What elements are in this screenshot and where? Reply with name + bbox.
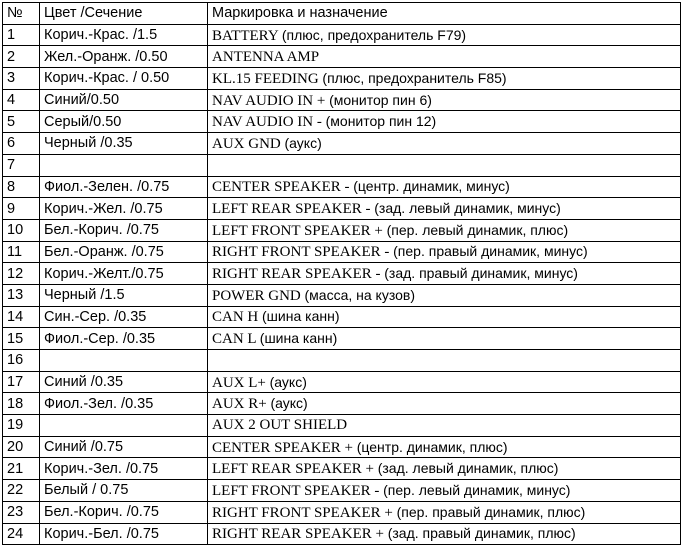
pin-number: 21 <box>3 458 40 480</box>
pin-number: 17 <box>3 371 40 393</box>
table-row <box>3 393 681 415</box>
pin-marking <box>208 24 681 46</box>
signal-code: RIGHT REAR SPEAKER - <box>212 266 381 283</box>
pin-marking <box>208 350 681 372</box>
pin-number: 3 <box>3 68 40 90</box>
signal-description: (пер. правый динамик, минус) <box>393 243 588 260</box>
pin-marking <box>208 523 681 545</box>
pin-number: 2 <box>3 46 40 68</box>
wire-color-size <box>40 415 208 437</box>
table-row <box>3 68 681 90</box>
pin-number: 14 <box>3 306 40 328</box>
pin-number: 23 <box>3 501 40 523</box>
signal-description: (центр. динамик, минус) <box>353 178 510 195</box>
table-row <box>3 458 681 480</box>
signal-description: (монитор пин 12) <box>325 113 437 130</box>
pin-number: 1 <box>3 24 40 46</box>
pin-marking <box>208 284 681 306</box>
signal-code: CAN L <box>212 331 257 348</box>
signal-description: (плюс, предохранитель F79) <box>281 26 467 43</box>
table-row <box>3 154 681 176</box>
wire-color-size: Син.-Сер. /0.35 <box>40 306 208 328</box>
table-row <box>3 133 681 155</box>
signal-code: CAN H <box>212 309 259 326</box>
header-marking: Маркировка и назначение <box>208 3 681 25</box>
pin-number: 10 <box>3 219 40 241</box>
signal-code: CENTER SPEAKER - <box>212 179 350 196</box>
pin-marking <box>208 371 681 393</box>
signal-description: (шина канн) <box>262 308 340 325</box>
pinout-table <box>2 2 681 545</box>
wire-color-size: Бел.-Оранж. /0.75 <box>40 241 208 263</box>
pin-marking <box>208 133 681 155</box>
wire-color-size: Корич.-Жел. /0.75 <box>40 198 208 220</box>
pin-marking <box>208 68 681 90</box>
signal-description: (аукс) <box>269 373 307 390</box>
table-row <box>3 415 681 437</box>
table-row <box>3 46 681 68</box>
wire-color-size: Корич.-Желт./0.75 <box>40 263 208 285</box>
pin-number: 19 <box>3 415 40 437</box>
table-row <box>3 328 681 350</box>
pin-marking <box>208 263 681 285</box>
wire-color-size: Белый / 0.75 <box>40 480 208 502</box>
pin-marking <box>208 219 681 241</box>
signal-description: (зад. левый динамик, плюс) <box>377 460 559 477</box>
wire-color-size: Жел.-Оранж. /0.50 <box>40 46 208 68</box>
wire-color-size: Корич.-Крас. / 0.50 <box>40 68 208 90</box>
signal-code: LEFT FRONT SPEAKER + <box>212 222 383 239</box>
pin-number: 16 <box>3 350 40 372</box>
signal-code: RIGHT FRONT SPEAKER + <box>212 504 393 521</box>
signal-description: (плюс, предохранитель F85) <box>322 69 507 86</box>
pin-marking <box>208 111 681 133</box>
signal-description: (зад. правый динамик, минус) <box>384 265 578 282</box>
pin-marking <box>208 480 681 502</box>
pin-marking <box>208 501 681 523</box>
pin-number: 24 <box>3 523 40 545</box>
pin-marking <box>208 154 681 176</box>
table-row <box>3 371 681 393</box>
pin-marking <box>208 415 681 437</box>
wire-color-size: Фиол.-Зел. /0.35 <box>40 393 208 415</box>
pin-marking <box>208 393 681 415</box>
signal-code: ANTENNA AMP <box>212 48 320 65</box>
table-row <box>3 436 681 458</box>
wire-color-size: Синий /0.75 <box>40 436 208 458</box>
table-row <box>3 241 681 263</box>
table-row <box>3 24 681 46</box>
signal-code: RIGHT FRONT SPEAKER - <box>212 244 390 261</box>
wire-color-size <box>40 154 208 176</box>
pin-number: 18 <box>3 393 40 415</box>
table-row <box>3 501 681 523</box>
signal-description: (пер. правый динамик, плюс) <box>396 503 586 520</box>
wire-color-size: Корич.-Крас. /1.5 <box>40 24 208 46</box>
table-row <box>3 89 681 111</box>
pin-marking <box>208 306 681 328</box>
table-row <box>3 306 681 328</box>
pin-marking <box>208 176 681 198</box>
wire-color-size: Черный /1.5 <box>40 284 208 306</box>
wire-color-size <box>40 350 208 372</box>
signal-description: (центр. динамик, плюс) <box>356 438 508 455</box>
signal-code: AUX GND <box>212 135 281 152</box>
header-row <box>3 3 681 25</box>
pin-number: 4 <box>3 89 40 111</box>
table-row <box>3 176 681 198</box>
wire-color-size: Черный /0.35 <box>40 133 208 155</box>
pin-number: 13 <box>3 284 40 306</box>
wire-color-size: Корич.-Зел. /0.75 <box>40 458 208 480</box>
table-row <box>3 350 681 372</box>
table-row <box>3 263 681 285</box>
wire-color-size: Синий/0.50 <box>40 89 208 111</box>
signal-code: LEFT FRONT SPEAKER - <box>212 482 380 499</box>
signal-code: CENTER SPEAKER + <box>212 439 353 456</box>
header-number: № <box>3 3 40 25</box>
table-row <box>3 523 681 545</box>
signal-code: RIGHT REAR SPEAKER + <box>212 526 384 543</box>
wire-color-size: Фиол.-Сер. /0.35 <box>40 328 208 350</box>
pin-number: 5 <box>3 111 40 133</box>
pin-number: 7 <box>3 154 40 176</box>
table-row <box>3 219 681 241</box>
table-row <box>3 111 681 133</box>
signal-description: (монитор пин 6) <box>329 91 432 108</box>
pin-marking <box>208 241 681 263</box>
signal-description: (масса, на кузов) <box>304 286 415 303</box>
pin-number: 9 <box>3 198 40 220</box>
pin-marking <box>208 458 681 480</box>
wire-color-size: Бел.-Корич. /0.75 <box>40 219 208 241</box>
pin-marking <box>208 198 681 220</box>
pin-number: 22 <box>3 480 40 502</box>
wire-color-size: Бел.-Корич. /0.75 <box>40 501 208 523</box>
pin-number: 8 <box>3 176 40 198</box>
pin-marking <box>208 328 681 350</box>
table-row <box>3 284 681 306</box>
pin-number: 6 <box>3 133 40 155</box>
signal-description: (шина канн) <box>259 330 338 347</box>
wire-color-size: Корич.-Бел. /0.75 <box>40 523 208 545</box>
wire-color-size: Синий /0.35 <box>40 371 208 393</box>
signal-description: (аукс) <box>270 395 308 412</box>
pin-marking <box>208 436 681 458</box>
signal-description: (пер. левый динамик, плюс) <box>386 221 569 238</box>
signal-description: (пер. левый динамик, минус) <box>383 481 571 498</box>
signal-description: (аукс) <box>284 134 322 151</box>
signal-code: LEFT REAR SPEAKER - <box>212 201 371 218</box>
signal-code: POWER GND <box>212 287 301 304</box>
header-wire-color: Цвет /Сечение <box>40 3 208 25</box>
table-row <box>3 480 681 502</box>
signal-code: AUX 2 OUT SHIELD <box>212 417 348 434</box>
signal-code: AUX R+ <box>212 396 267 413</box>
signal-code: NAV AUDIO IN - <box>212 114 322 131</box>
signal-description: (зад. правый динамик, плюс) <box>387 525 576 542</box>
wire-color-size: Серый/0.50 <box>40 111 208 133</box>
signal-code: BATTERY <box>212 27 279 44</box>
signal-code: KL.15 FEEDING <box>212 70 319 87</box>
pin-marking <box>208 46 681 68</box>
signal-code: AUX L+ <box>212 374 266 391</box>
signal-code: LEFT REAR SPEAKER + <box>212 461 374 478</box>
table-row <box>3 198 681 220</box>
pin-number: 11 <box>3 241 40 263</box>
wire-color-size: Фиол.-Зелен. /0.75 <box>40 176 208 198</box>
pin-marking <box>208 89 681 111</box>
table-body <box>3 24 681 545</box>
signal-code: NAV AUDIO IN + <box>212 92 326 109</box>
pin-number: 15 <box>3 328 40 350</box>
pin-number: 20 <box>3 436 40 458</box>
signal-description: (зад. левый динамик, минус) <box>374 200 561 217</box>
pin-number: 12 <box>3 263 40 285</box>
